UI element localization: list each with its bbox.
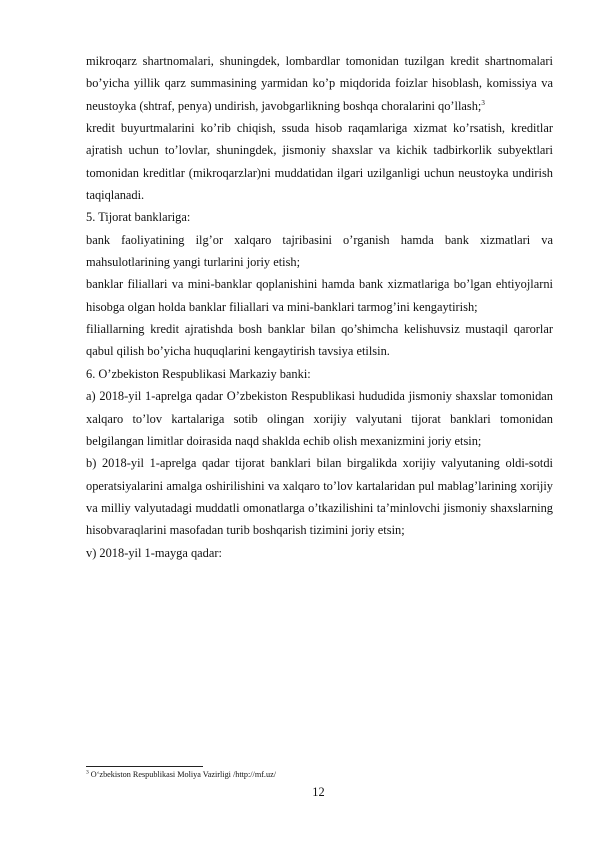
page-number: 12 [312,785,325,799]
paragraph-item-v: v) 2018-yil 1-mayga qadar: [86,545,222,560]
paragraph-branch-network: banklar filiallari va mini-banklar qoplanishini hamda bank xizmatlariga bo’lgan ehtiyojlarni hisobga olgan holda banklar filiallari va mini-banklari tarmog’ini kengaytirish; [86,277,553,314]
body-text [86,50,553,564]
footnote [86,770,553,780]
paragraph-branch-rights: filiallarning kredit ajratishda bosh banklar bilan qo’shimcha kelishuvsiz mustaqil qarorlar qabul qilish bo’yicha huquqlarini kengaytirish tavsiya etilsin. [86,322,553,359]
paragraph-microloan-interest: mikroqarz shartnomalari, shuningdek, lombardlar tomonidan tuzilgan kredit shartnomalari bo’yicha yillik qarz summasining yarmidan ko’p miqdorida foizlar hisoblash, komissiya va neustoyka (shtraf, penya) undirish, javobgarlikning boshqa choralarini qo’llash;$^3$ [86,54,553,113]
paragraph-prohibited-fees: kredit buyurtmalarini ko’rib chiqish, ssuda hisob raqamlariga xizmat ko’rsatish, kreditlar ajratish uchun to’lovlar, shuningdek, jismoniy shaxslar va kichik tadbirkorlik subyektlari tomonidan kreditlar (mikroqarzlar)ni muddatidan ilgari uzilganligi uchun neustoyka undirish taqiqlanadi. [86,121,553,203]
footnote-marker: 3 [86,769,89,776]
paragraph-international-experience: bank faoliyatining ilg’or xalqaro tajribasini o’rganish hamda bank xizmatlari va mahsulotlarining yangi turlarini joriy etish; [86,232,553,270]
paragraph-item-b: b) 2018-yil 1-aprelga qadar tijorat banklari bilan birgalikda xorijiy valyutaning oldi-sotdi operatsiyalarini amalga oshirilishini va xalqaro to’lov kartalaridan pul mablag’larining xorijiy va milliy valyutadagi muddatli omonatlarga o’tkazilishini ta’minlovchi jismoniy shaxslarning hisobvaraqlarini masofadan turib boshqarish tizimini joriy etsin; [86,456,553,538]
footnote-divider [86,766,203,767]
paragraph-item-a: a) 2018-yil 1-aprelga qadar O’zbekiston Respublikasi hududida jismoniy shaxslar tomonidan xalqaro to’lov kartalariga sotib olingan xorijiy valyutani tijorat banklari tomonidan belgilangan limitlar doirasida naqd shaklda echib olish mexanizmini joriy etsin; [86,389,553,448]
section-heading-commercial-banks: 5. Tijorat banklariga: [86,210,191,225]
footnote-reference[interactable]: 3 [481,98,485,107]
footnote-text: O‘zbekiston Respublikasi Moliya Vazirligi /http://mf.uz/ [88,770,276,779]
section-heading-central-bank: 6. O’zbekiston Respublikasi Markaziy banki: [86,366,311,381]
